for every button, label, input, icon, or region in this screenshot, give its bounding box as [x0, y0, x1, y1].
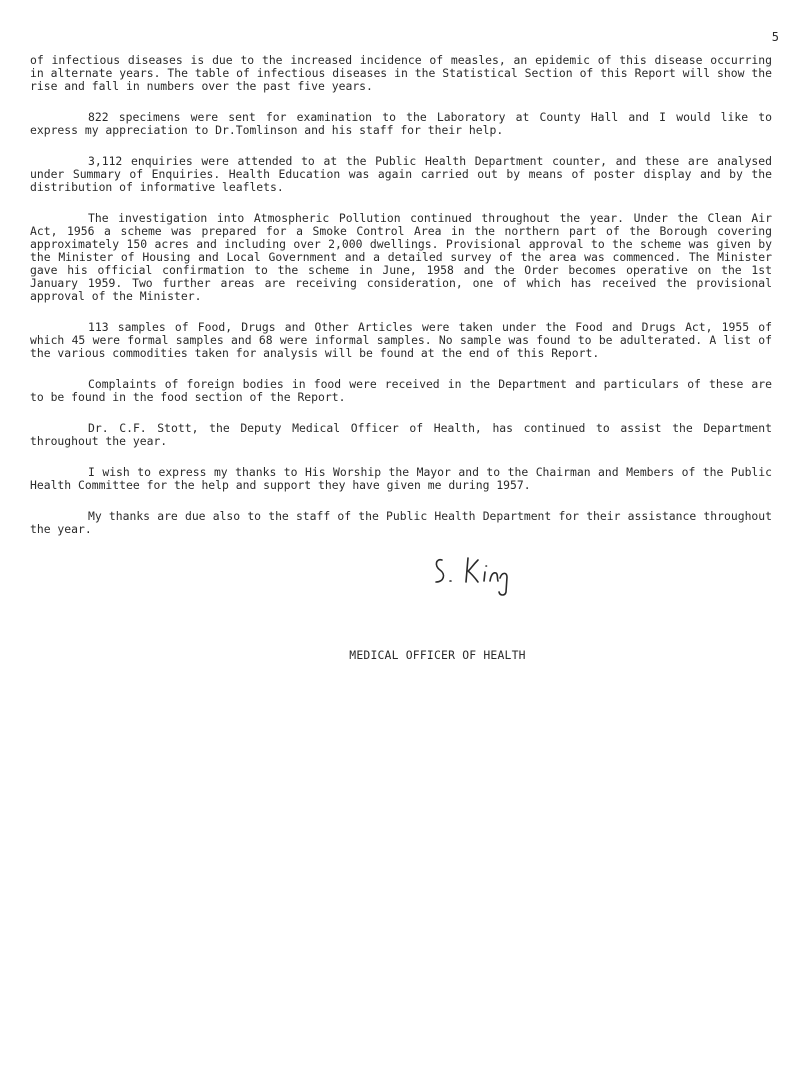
paragraph-infectious-diseases: of infectious diseases is due to the increased incidence of measles, an epidemic of this disease occurring in alternate years. The table of infectious diseases in the Statistical Section of this Report will show the rise and fall in numbers over the past five years.: [30, 53, 772, 93]
report-body: [30, 54, 772, 554]
paragraph-atmospheric-pollution: The investigation into Atmospheric Pollution continued throughout the year. Under the Clean Air Act, 1956 a scheme was prepared for a Smoke Control Area in the northern part of the Borough covering approximately 150 acres and including over 2,000 dwellings. Provisional approval to the scheme was given by the Minister of Housing and Local Government and a detailed survey of the area was commenced. The Minister gave his official confirmation to the scheme in June, 1958 and the Order becomes operative on the 1st January 1959. Two further areas are receiving consideration, one of which has received the provisional approval of the Minister.: [30, 211, 772, 303]
paragraph-enquiries: 3,112 enquiries were attended to at the Public Health Department counter, and these are analysed under Summary of Enquiries. Health Education was again carried out by means of poster display and by the distribution of informative leaflets.: [30, 154, 772, 194]
paragraph-thanks-mayor: I wish to express my thanks to His Worship the Mayor and to the Chairman and Members of the Public Health Committee for the help and support they have given me during 1957.: [30, 465, 772, 492]
signatory-title-text: MEDICAL OFFICER OF HEALTH: [349, 648, 526, 662]
paragraph-food-samples: 113 samples of Food, Drugs and Other Articles were taken under the Food and Drugs Act, 1955 of which 45 were formal samples and 68 were informal samples. No sample was found to be adulterated. A list of the various commodities taken for analysis will be found at the end of this Report.: [30, 320, 772, 360]
paragraph-laboratory-specimens: 822 specimens were sent for examination to the Laboratory at County Hall and I would like to express my appreciation to Dr.Tomlinson and his staff for their help.: [30, 110, 772, 137]
paragraph-foreign-bodies: Complaints of foreign bodies in food were received in the Department and particulars of these are to be found in the food section of the Report.: [30, 377, 772, 404]
page-number: 5: [771, 30, 779, 44]
paragraph-thanks-staff: My thanks are due also to the staff of the Public Health Department for their assistance throughout the year.: [30, 509, 772, 536]
paragraph-deputy-medical-officer: Dr. C.F. Stott, the Deputy Medical Officer of Health, has continued to assist the Department throughout the year.: [30, 421, 772, 448]
signatory-title: [0, 648, 801, 662]
handwritten-signature: [430, 548, 540, 598]
